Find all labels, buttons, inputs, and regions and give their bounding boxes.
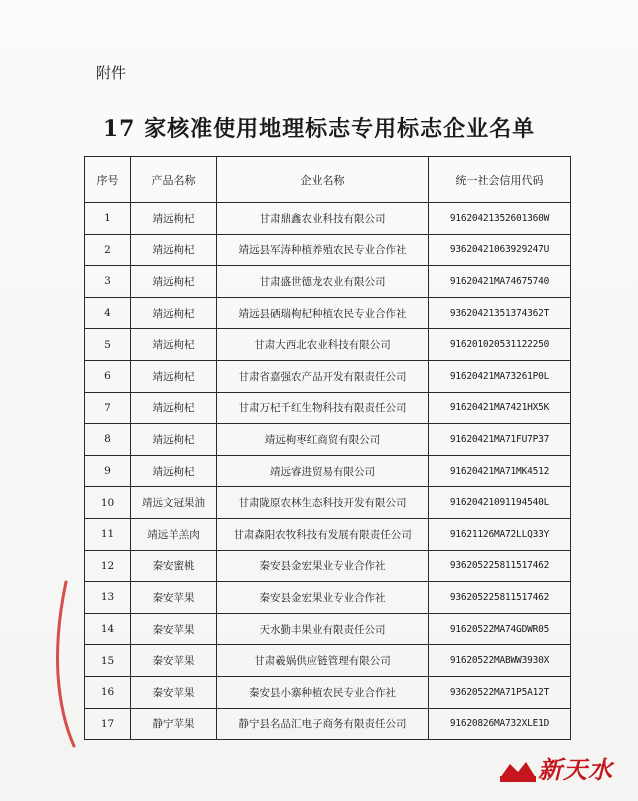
- company-name: 靖远县硒瑞枸杞种植农民专业合作社: [217, 297, 429, 329]
- row-number: 7: [85, 392, 131, 424]
- brand-watermark: [498, 750, 628, 790]
- credit-code: 936205225811517462: [429, 582, 571, 614]
- company-name: 甘肃鼎鑫农业科技有限公司: [217, 203, 429, 235]
- product-name: 秦安苹果: [131, 582, 217, 614]
- table-header-row: [85, 157, 571, 203]
- credit-code: 91620421352601360W: [429, 203, 571, 235]
- column-header-product: 产品名称: [131, 157, 217, 203]
- product-name: 靖远枸杞: [131, 234, 217, 266]
- table-row: [85, 645, 571, 677]
- column-header-no: 序号: [85, 157, 131, 203]
- row-number: 1: [85, 203, 131, 235]
- table-row: [85, 234, 571, 266]
- product-name: 靖远枸杞: [131, 203, 217, 235]
- product-name: 靖远枸杞: [131, 455, 217, 487]
- product-name: 靖远枸杞: [131, 329, 217, 361]
- company-name: 靖远县军涛种植养殖农民专业合作社: [217, 234, 429, 266]
- product-name: 靖远文冠果油: [131, 487, 217, 519]
- brand-name: 新天水: [538, 756, 613, 784]
- table-row: [85, 582, 571, 614]
- table-row: [85, 266, 571, 298]
- company-name: 靖远睿进贸易有限公司: [217, 455, 429, 487]
- company-name: 甘肃万杞千红生物科技有限责任公司: [217, 392, 429, 424]
- page-title: 17 家核准使用地理标志专用标志企业名单: [102, 116, 536, 142]
- row-number: 11: [85, 518, 131, 550]
- row-number: 10: [85, 487, 131, 519]
- product-name: 秦安苹果: [131, 645, 217, 677]
- credit-code: 91620421MA74675740: [429, 266, 571, 298]
- credit-code: 91620421MA73261P0L: [429, 360, 571, 392]
- row-number: 16: [85, 676, 131, 708]
- table-row: [85, 360, 571, 392]
- row-number: 17: [85, 708, 131, 740]
- credit-code: 91620421MA71FU7P37: [429, 424, 571, 456]
- company-name: 秦安县小寨种植农民专业合作社: [217, 676, 429, 708]
- credit-code: 93620522MA71P5A12T: [429, 676, 571, 708]
- row-number: 9: [85, 455, 131, 487]
- row-number: 3: [85, 266, 131, 298]
- table-row: [85, 297, 571, 329]
- row-number: 5: [85, 329, 131, 361]
- product-name: 靖远枸杞: [131, 392, 217, 424]
- row-number: 8: [85, 424, 131, 456]
- company-name: 甘肃盛世德龙农业有限公司: [217, 266, 429, 298]
- row-number: 15: [85, 645, 131, 677]
- product-name: 靖远羊羔肉: [131, 518, 217, 550]
- product-name: 秦安苹果: [131, 676, 217, 708]
- table-row: [85, 487, 571, 519]
- product-name: 靖远枸杞: [131, 360, 217, 392]
- credit-code: 91620522MABWW3930X: [429, 645, 571, 677]
- brand-mark-icon: [498, 758, 538, 784]
- product-name: 秦安蜜桃: [131, 550, 217, 582]
- company-name: 秦安县金宏果业专业合作社: [217, 582, 429, 614]
- credit-code: 91620421MA7421HX5K: [429, 392, 571, 424]
- credit-code: 93620421351374362T: [429, 297, 571, 329]
- row-number: 14: [85, 613, 131, 645]
- company-name: 甘肃森阳农牧科技有发展有限责任公司: [217, 518, 429, 550]
- credit-code: 93620421063929247U: [429, 234, 571, 266]
- credit-code: 91620421MA71MK4512: [429, 455, 571, 487]
- table-row: [85, 392, 571, 424]
- table-row: [85, 676, 571, 708]
- credit-code: 916201020531122250: [429, 329, 571, 361]
- table-row: [85, 424, 571, 456]
- company-name: 秦安县金宏果业专业合作社: [217, 550, 429, 582]
- company-name: 甘肃省嘉强农产品开发有限责任公司: [217, 360, 429, 392]
- attachment-label: 附件: [96, 64, 127, 82]
- product-name: 靖远枸杞: [131, 266, 217, 298]
- column-header-code: 统一社会信用代码: [429, 157, 571, 203]
- table-row: [85, 550, 571, 582]
- row-number: 4: [85, 297, 131, 329]
- credit-code: 936205225811517462: [429, 550, 571, 582]
- column-header-company: 企业名称: [217, 157, 429, 203]
- company-name: 甘肃羲娲供应链管理有限公司: [217, 645, 429, 677]
- company-name: 靖远枸枣红商贸有限公司: [217, 424, 429, 456]
- table-row: [85, 329, 571, 361]
- product-name: 秦安苹果: [131, 613, 217, 645]
- credit-code: 91620522MA74GDWR05: [429, 613, 571, 645]
- row-number: 13: [85, 582, 131, 614]
- credit-code: 91620421091194540L: [429, 487, 571, 519]
- company-name: 甘肃大西北农业科技有限公司: [217, 329, 429, 361]
- row-number: 12: [85, 550, 131, 582]
- table-row: [85, 518, 571, 550]
- row-number: 2: [85, 234, 131, 266]
- credit-code: 91621126MA72LLQ33Y: [429, 518, 571, 550]
- credit-code: 91620826MA732XLE1D: [429, 708, 571, 740]
- company-name: 天水勤丰果业有限责任公司: [217, 613, 429, 645]
- table-row: [85, 203, 571, 235]
- product-name: 静宁苹果: [131, 708, 217, 740]
- product-name: 靖远枸杞: [131, 424, 217, 456]
- table-row: [85, 455, 571, 487]
- company-table: [84, 156, 571, 740]
- company-name: 静宁县名品汇电子商务有限责任公司: [217, 708, 429, 740]
- table-row: [85, 613, 571, 645]
- product-name: 靖远枸杞: [131, 297, 217, 329]
- table-row: [85, 708, 571, 740]
- row-number: 6: [85, 360, 131, 392]
- red-pen-stroke-icon: [52, 580, 78, 750]
- company-name: 甘肃陇原农林生态科技开发有限公司: [217, 487, 429, 519]
